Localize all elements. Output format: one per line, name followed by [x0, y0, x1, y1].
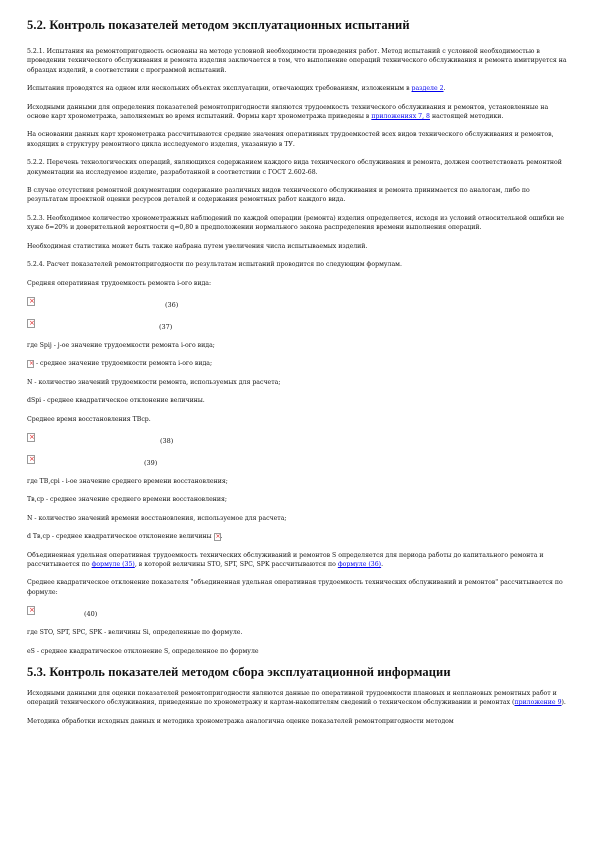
paragraph-d-tv [27, 532, 570, 541]
broken-image-icon [27, 360, 34, 368]
section-heading-5-3: 5.3. Контроль показателей методом сбора эксплуатационной информации [27, 665, 451, 679]
paragraph-std-dev: Среднее квадратическое отклонение показателя "объединенная удельная оперативная трудоемкость технических обслуживаний и ремонтов" рассчитывается по формуле: [27, 579, 563, 596]
equation-number: (39) [144, 458, 158, 467]
document-page [27, 18, 570, 735]
paragraph-mean-value [27, 359, 570, 368]
paragraph-5-3-input [27, 689, 570, 708]
text: Исходными данными для определения показателей ремонтопригодности являются трудоемкость технического обслуживания и ремонтов, установленные на основе карт хронометража, заполняемых во время испытаний. Формы карт хронометража приведены в [27, 103, 549, 121]
paragraph-5-2-1: 5.2.1. Испытания на ремонтопригодность основаны на методе условной необходимости проведения работ. Метод испытаний с условной необходимостью в проведении технического обслуживания и ремонта изделия заключается в том, что выполнение операций технического обслуживания и ремонта имитируется на образцах изделий, в соответствии с программой испытаний. [27, 48, 567, 74]
paragraph-no-docs: В случае отсутствия ремонтной документации содержание различных видов технического обслуживания и ремонта принимается по аналогам, либо по результатам проектной оценки ресурсов деталей и содержания ремонтных работ каждого вида. [27, 187, 530, 204]
text: ). [561, 699, 566, 707]
text: настоящей методики. [429, 113, 504, 121]
broken-image-icon [27, 433, 35, 442]
broken-image-icon [27, 606, 35, 615]
text: Исходными данными для оценки показателей ремонтопригодности являются данные по оперативной трудоемкости плановых и неплановых ремонтных работ и операций технического обслуживания, приведенные по хронометражу и картам-накопителям сведений о техническом обслуживании и ремонтах ( [27, 690, 557, 707]
paragraph-5-2-4: 5.2.4. Расчет показателей ремонтопригодности по результатам испытаний проводится по следующим формулам. [27, 261, 402, 269]
text: . [381, 560, 384, 568]
text: d Тв,ср - среднее квадратическое отклонение величины [27, 533, 214, 541]
text: Объединенная удельная оперативная трудоемкость технических обслуживаний и ремонтов S определяется для периода работы до капитального ремонта и рассчитывается по [27, 551, 544, 568]
equation-number: (38) [160, 436, 174, 445]
paragraph-where-spij: где Spij - j-ое значение трудоемкости ремонта i-ого вида; [27, 341, 215, 349]
link-formula-36[interactable]: формуле (36) [337, 560, 382, 568]
broken-image-icon [27, 455, 35, 464]
section-heading-5-2: 5.2. Контроль показателей методом эксплуатационных испытаний [27, 18, 410, 32]
text: . [443, 85, 446, 93]
paragraph-n-count: N - количество значений трудоемкости ремонта, используемых для расчета; [27, 378, 281, 386]
equation-number: (40) [84, 610, 98, 619]
text: Испытания проводятся на одном или нескольких объектах эксплуатации, отвечающих требованиям, изложенным в [27, 85, 412, 93]
paragraph-dspi: dSpi - среднее квадратическое отклонение величины. [27, 397, 205, 405]
paragraph-input-data [27, 103, 570, 122]
broken-image-icon [27, 297, 35, 306]
text: . [220, 533, 223, 541]
broken-image-icon [27, 319, 35, 328]
paragraph-tvsr: Среднее время восстановления ТВср. [27, 415, 151, 423]
paragraph-5-2-2: 5.2.2. Перечень технологических операций, являющихся содержанием каждого вида технического обслуживания и ремонта, должен соответствовать ремонтной документации на исследуемое изделие, разработанной в соответствии с ГОСТ 2.602-68. [27, 159, 562, 176]
formula-row-38 [27, 433, 570, 451]
text: , в которой величины STO, SPT, SPC, SPK рассчитываются по [134, 560, 338, 568]
paragraph-5-2-3: 5.2.3. Необходимое количество хронометражных наблюдений по каждой операции (ремонта) изделия определяется, исходя из условий относительной ошибки не хуже δ=20% и доверительной вероятности q=0,80 в предположении нормального закона распределения времени выполнения операций. [27, 214, 565, 232]
paragraph-n-tv-count: N - количество значений времени восстановления, используемое для расчета; [27, 514, 287, 522]
link-formula-35[interactable]: формуле (35) [91, 560, 135, 568]
broken-image-icon [214, 533, 221, 541]
paragraph-card-data: На основании данных карт хронометража рассчитываются средние значения оперативных трудоемкостей всех видов технического обслуживания и ремонтов, входящих в структуру ремонтного цикла исследуемого изделия, указанную в ТУ. [27, 131, 554, 148]
paragraph-tv-mean: Тв,ср - среднее значение среднего времени восстановления; [27, 496, 227, 504]
link-prilozheniya-7-8[interactable]: приложениях 7, 8 [371, 113, 430, 121]
paragraph-where-tv: где ТВ,срi - i-ое значение среднего времени восстановления; [27, 477, 228, 485]
paragraph-statistics: Необходимая статистика может быть также набрана путем увеличения числа испытываемых изделий. [27, 242, 368, 250]
paragraph-mean-labor: Средняя оперативная трудоемкость ремонта i-ого вида: [27, 279, 212, 287]
equation-number: (37) [159, 322, 173, 331]
paragraph-es: eS - среднее квадратическое отклонение S, определенное по формуле [27, 647, 259, 655]
paragraph-5-3-method: Методика обработки исходных данных и методика хронометража аналогична оценке показателей ремонтопригодности методом [27, 717, 454, 725]
paragraph-where-sto: где STO, SPT, SPC, SPK - величины Si, определенные по формуле. [27, 629, 243, 637]
formula-row-39 [27, 455, 570, 473]
formula-row-36 [27, 297, 570, 315]
paragraph-combined-labor [27, 551, 570, 570]
link-razdel-2[interactable]: разделе 2 [411, 85, 444, 93]
formula-row-40 [27, 606, 570, 624]
paragraph-tests-location [27, 84, 570, 93]
text: - среднее значение трудоемкости ремонта i-ого вида; [34, 360, 213, 368]
formula-row-37 [27, 319, 570, 337]
equation-number: (36) [165, 300, 179, 309]
link-prilozhenie-9[interactable]: приложение 9 [514, 699, 562, 707]
